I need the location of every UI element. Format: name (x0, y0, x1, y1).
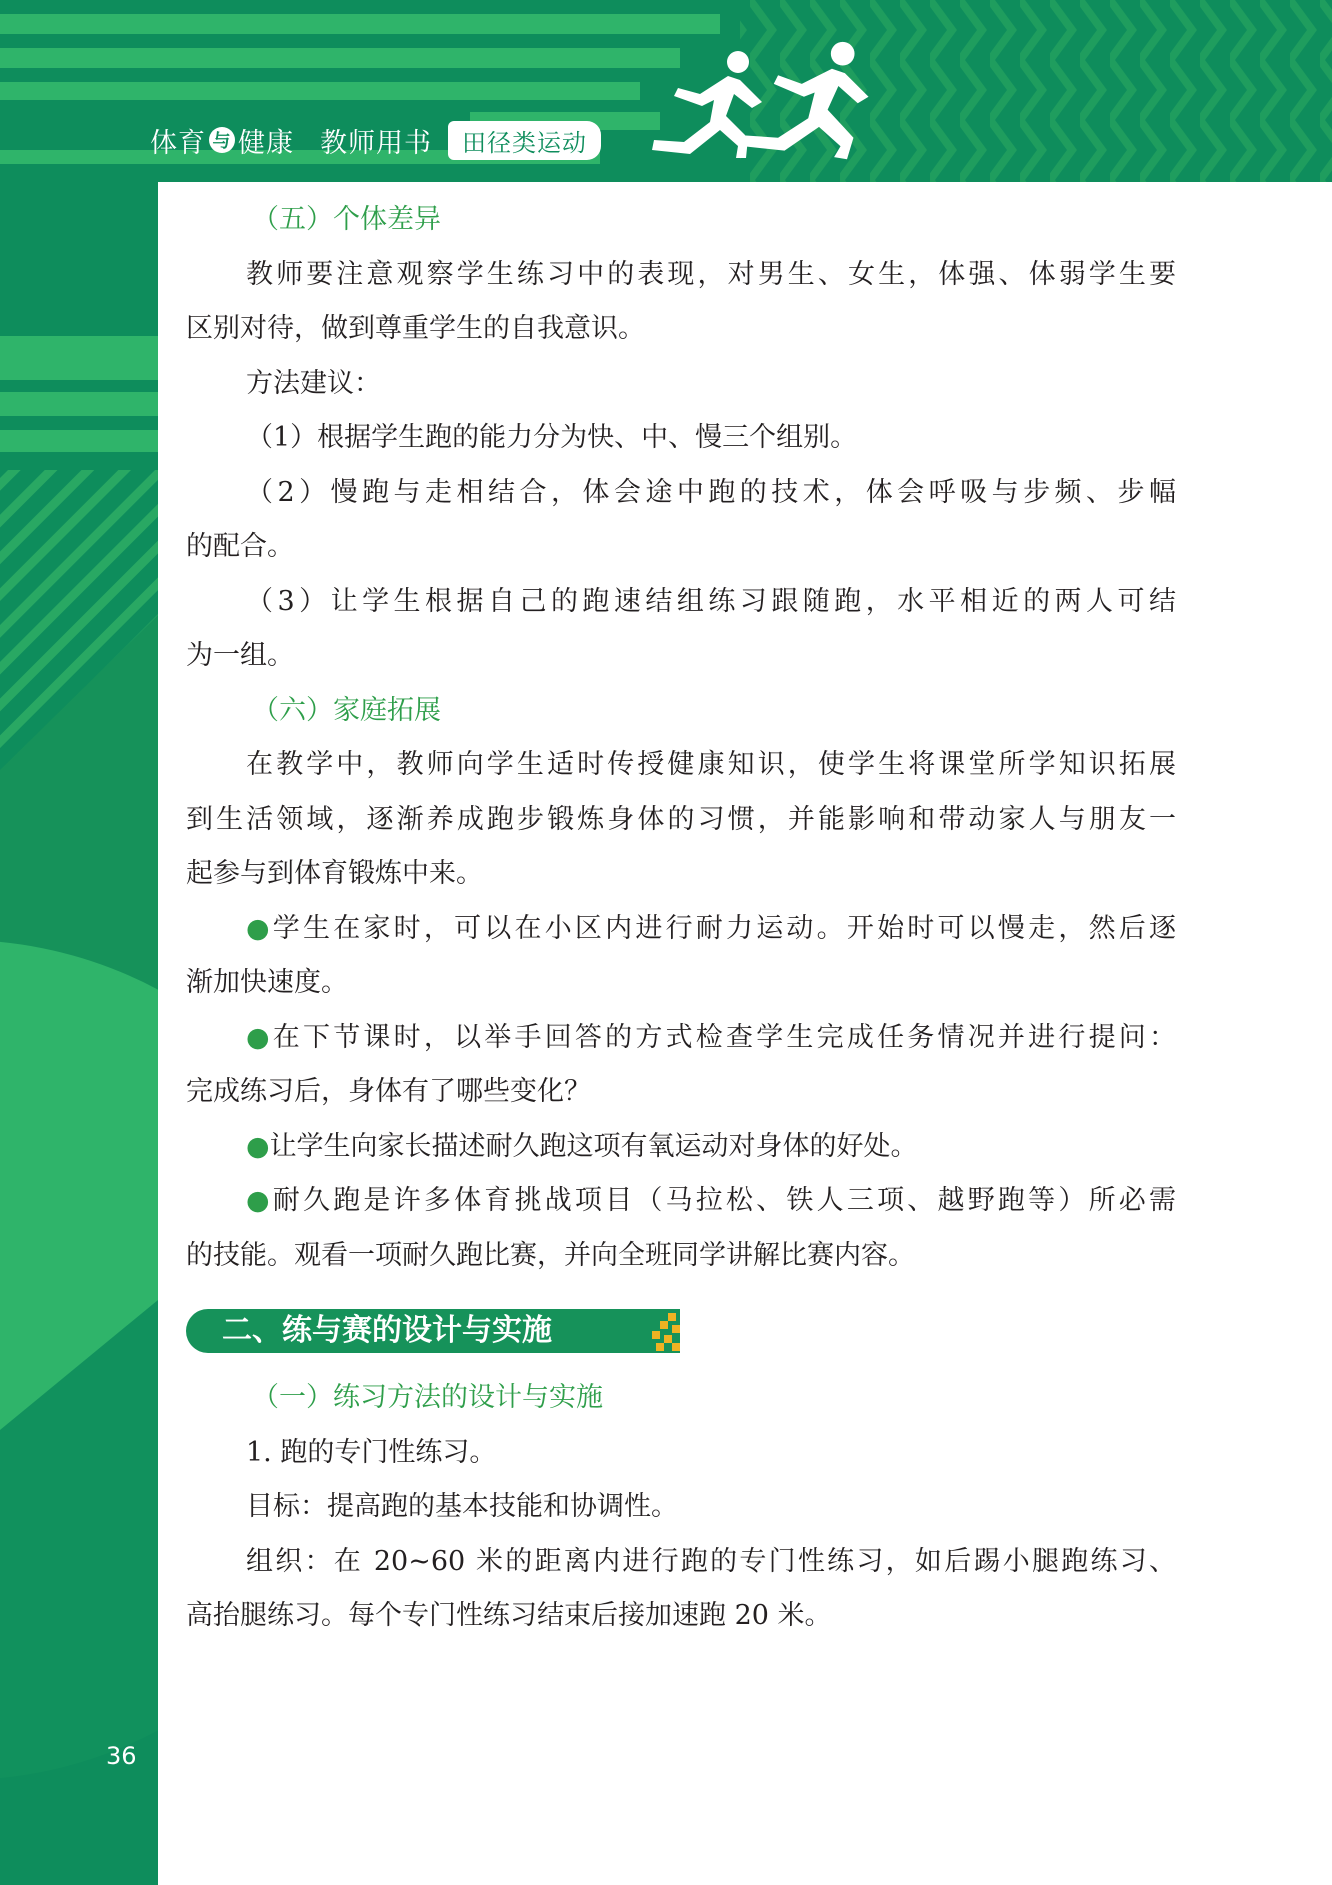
header-title (150, 120, 601, 160)
bullet-item-cont: 的技能。观看一项耐久跑比赛，并向全班同学讲解比赛内容。 (186, 1239, 915, 1271)
bullet-dot-icon: ● (246, 1185, 273, 1216)
checker-deco-icon (646, 1309, 680, 1353)
section-heading-home-extension: （六）家庭拓展 (252, 694, 441, 726)
paragraph-line: 在教学中，教师向学生适时传授健康知识，使学生将课堂所学知识拓展 (246, 749, 1176, 780)
header-amp-badge: 与 (209, 127, 235, 153)
method-item-3: （3）让学生根据自己的跑速结组练习跟随跑，水平相近的两人可结 (246, 585, 1176, 617)
section-banner-title: 二、练与赛的设计与实施 (222, 1313, 552, 1348)
item-heading: 1. 跑的专门性练习。 (246, 1436, 497, 1468)
paragraph-line: 起参与到体育锻炼中来。 (186, 858, 483, 889)
header-title-b: 健康 (238, 127, 294, 159)
bullet-item: ●学生在家时，可以在小区内进行耐力运动。开始时可以慢走，然后逐 (246, 912, 1177, 944)
organization-line-cont: 高抬腿练习。每个专门性练习结束后接加速跑 20 米。 (186, 1600, 832, 1631)
bullet-item: ●耐久跑是许多体育挑战项目（马拉松、铁人三项、越野跑等）所必需 (246, 1185, 1177, 1216)
method-item-2: （2）慢跑与走相结合，体会途中跑的技术，体会呼吸与步频、步幅 (246, 476, 1176, 508)
paragraph-line: 到生活领域，逐渐养成跑步锻炼身体的习惯，并能影响和带动家人与朋友一 (186, 803, 1176, 835)
method-item-3-cont: 为一组。 (186, 640, 294, 671)
method-item-1: （1）根据学生跑的能力分为快、中、慢三个组别。 (246, 422, 858, 453)
page-body (186, 193, 1176, 1644)
section-heading-individual-difference: （五）个体差异 (252, 204, 441, 235)
section-banner (186, 1309, 680, 1353)
runner-icon (735, 40, 875, 160)
header-title-a: 体育 (150, 127, 206, 159)
header-title-c: 教师用书 (320, 127, 432, 159)
bullet-dot-icon: ● (246, 912, 273, 944)
bullet-item: ●在下节课时，以举手回答的方式检查学生完成任务情况并进行提问： (246, 1021, 1177, 1053)
bullet-item: ●让学生向家长描述耐久跑这项有氧运动对身体的好处。 (246, 1130, 918, 1162)
paragraph-line: 教师要注意观察学生练习中的表现，对男生、女生，体强、体弱学生要 (246, 258, 1176, 290)
paragraph-line: 区别对待，做到尊重学生的自我意识。 (186, 313, 645, 344)
organization-line: 组织：在 20~60 米的距离内进行跑的专门性练习，如后踢小腿跑练习、 (246, 1545, 1176, 1577)
method-item-2-cont: 的配合。 (186, 531, 294, 562)
header-tag: 田径类运动 (448, 121, 601, 160)
bullet-item-cont: 完成练习后，身体有了哪些变化？ (186, 1076, 591, 1107)
bullet-dot-icon: ● (246, 1130, 270, 1162)
bullet-item-cont: 渐加快速度。 (186, 967, 348, 998)
method-label: 方法建议： (246, 367, 381, 399)
bullet-dot-icon: ● (246, 1021, 273, 1053)
goal-line: 目标：提高跑的基本技能和协调性。 (246, 1491, 678, 1522)
section-heading-practice-design: （一）练习方法的设计与实施 (252, 1382, 603, 1413)
page-number: 36 (106, 1742, 137, 1770)
